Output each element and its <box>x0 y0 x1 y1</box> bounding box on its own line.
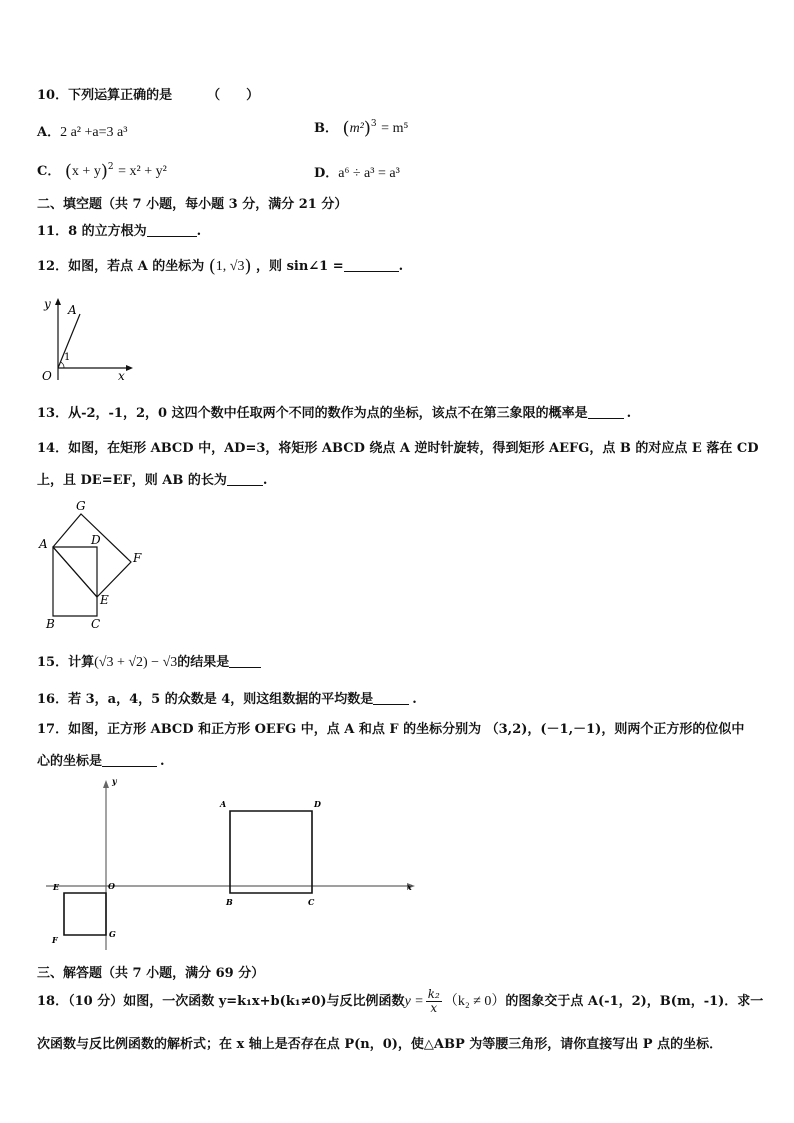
q10-b-inner: m² <box>349 121 364 136</box>
q17-label-e: E <box>53 882 60 892</box>
q17-label-c: C <box>308 897 315 907</box>
q15 <box>37 651 261 671</box>
q17-line2-text: 心的坐标是 <box>37 754 103 769</box>
q13 <box>37 402 631 421</box>
q10-option-c: C． $(x + y)^2 = x^2 + y^2$ <box>37 161 167 182</box>
q14-label-b: B <box>46 617 55 631</box>
q14-label-g: G <box>76 499 86 513</box>
q13-text: 13．从-2，-1，2，0 这四个数中任取两个不同的数作为点的坐标，该点不在第三象限的概率是 <box>37 406 588 421</box>
q14-line2 <box>37 469 267 488</box>
q14-label-c: C <box>91 617 101 631</box>
q10-c-label: C． <box>37 164 61 179</box>
q18-text: 18．（10 分）如图，一次函数 y=k₁x+b(k₁≠0)与反比例函数 <box>37 994 405 1009</box>
q10-option-d <box>314 162 400 182</box>
q15-post: 的结果是 <box>177 655 230 670</box>
q12-y-arrow <box>55 298 61 305</box>
q12-x-arrow <box>126 365 133 371</box>
q10-answer-paren: （ ） <box>207 88 260 103</box>
q10-option-b: B． $(m^2)^3 = m^5$ <box>314 118 409 139</box>
q14-figure <box>36 496 156 632</box>
q10-c-inner: x + y <box>71 164 101 179</box>
q10-d-expr: a⁶ ÷ a³ = a³ <box>338 166 400 181</box>
q14-period: . <box>262 473 268 488</box>
q17-label-y: y <box>112 776 117 786</box>
q13-answer-blank <box>588 406 624 419</box>
q17-square-abcd <box>230 811 312 893</box>
q14-label-a: A <box>39 537 48 551</box>
q18-fraction <box>426 988 442 1015</box>
q17-line2 <box>37 750 165 769</box>
q17-label-f: F <box>52 935 58 945</box>
q10-b-label: B． <box>314 121 338 136</box>
q10-b-rhs: = m⁵ <box>381 121 409 136</box>
q10-stem <box>37 84 259 103</box>
q14-segment-ae <box>53 547 97 597</box>
q14-label-d: D <box>91 533 101 547</box>
q17-square-oefg <box>64 893 106 935</box>
q15-answer-blank <box>229 655 261 668</box>
q13-period: . <box>626 406 632 421</box>
q11 <box>37 220 201 239</box>
q11-period: . <box>196 224 202 239</box>
q18-frac-num: k₂ <box>427 987 440 1001</box>
section-solutions-heading: 三、解答题（共 7 小题，满分 69 分） <box>37 966 265 981</box>
q12-answer-blank <box>344 259 399 272</box>
q12-text: 12．如图，若点 A 的坐标为 <box>37 259 205 274</box>
q11-text: 11．8 的立方根为 <box>37 224 147 239</box>
q12-sin-text: ，则 sin∠1 = <box>256 259 344 274</box>
q14-line2-text: 上，且 DE=EF，则 AB 的长为 <box>37 473 227 488</box>
q18-text-post: 的图象交于点 A(-1，2)，B(m，-1)．求一 <box>505 994 764 1009</box>
q12-label-angle1: 1 <box>64 352 71 363</box>
q17-label-o: O <box>108 881 115 891</box>
q10-b-exp: 3 <box>370 119 377 129</box>
q14-line1: 14．如图，在矩形 ABCD 中，AD=3，将矩形 ABCD 绕点 A 逆时针旋转，得到矩形 AEFG，点 B 的对应点 E 落在 CD <box>37 441 759 456</box>
q17-label-g: G <box>109 929 116 939</box>
q12-label-x: x <box>118 369 125 383</box>
q17-y-arrow <box>103 780 109 788</box>
q18-line1 <box>37 988 763 1015</box>
q12-label-o: O <box>42 369 52 383</box>
q17-figure <box>40 774 420 954</box>
q18-condition: （k₂ ≠ 0） <box>443 994 506 1009</box>
q12-period: . <box>398 259 404 274</box>
q17-label-b: B <box>226 897 233 907</box>
q10-a-label: A． <box>37 125 61 140</box>
q14-rectangle-aefg <box>53 514 131 597</box>
q10-a-expr: 2 a² +a=3 a³ <box>60 125 128 140</box>
q18-y-eq: y = <box>404 994 424 1009</box>
q10-c-rhs: = x² + y² <box>118 164 167 179</box>
q12-label-a: A <box>68 303 77 317</box>
q11-answer-blank <box>147 224 197 237</box>
q17-label-a: A <box>220 799 227 809</box>
q16 <box>37 688 417 707</box>
q14-label-e: E <box>100 593 109 607</box>
q14-answer-blank <box>227 473 263 486</box>
q12-figure <box>36 292 141 384</box>
q10-option-a <box>37 121 127 141</box>
q15-expression: (√3 + √2) − √3 <box>94 655 178 670</box>
q12-label-y: y <box>44 297 51 311</box>
q17-line1: 17．如图，正方形 ABCD 和正方形 OEFG 中，点 A 和点 F 的坐标分别为 （3,2)，(－1,－1)，则两个正方形的位似中 <box>37 722 745 737</box>
q17-period: . <box>160 754 165 769</box>
q16-text: 16．若 3，a，4，5 的众数是 4，则这组数据的平均数是 <box>37 692 374 707</box>
q10-stem-text: 10．下列运算正确的是 <box>37 88 173 103</box>
q18-frac-den: x <box>430 1001 438 1015</box>
q14-label-f: F <box>133 551 142 565</box>
q17-label-x: x <box>407 882 412 892</box>
q14-rectangle-abcd <box>53 547 97 616</box>
q12: 12．如图，若点 A 的坐标为 (1, √3) ，则 sin∠1 = . <box>37 256 404 277</box>
q18-line2: 次函数与反比例函数的解析式；在 x 轴上是否存在点 P(n，0)，使△ABP 为等腰三角形，请你直接写出 P 点的坐标． <box>37 1037 723 1052</box>
q10-d-label: D． <box>314 166 339 181</box>
q16-period: . <box>412 692 417 707</box>
q12-coord: 1, √3 <box>215 259 245 274</box>
section-fill-in-heading: 二、填空题（共 7 小题，每小题 3 分，满分 21 分） <box>37 197 348 212</box>
q17-label-d: D <box>314 799 321 809</box>
q16-answer-blank <box>373 692 409 705</box>
q15-text: 15．计算 <box>37 655 95 670</box>
q17-answer-blank <box>102 754 157 767</box>
